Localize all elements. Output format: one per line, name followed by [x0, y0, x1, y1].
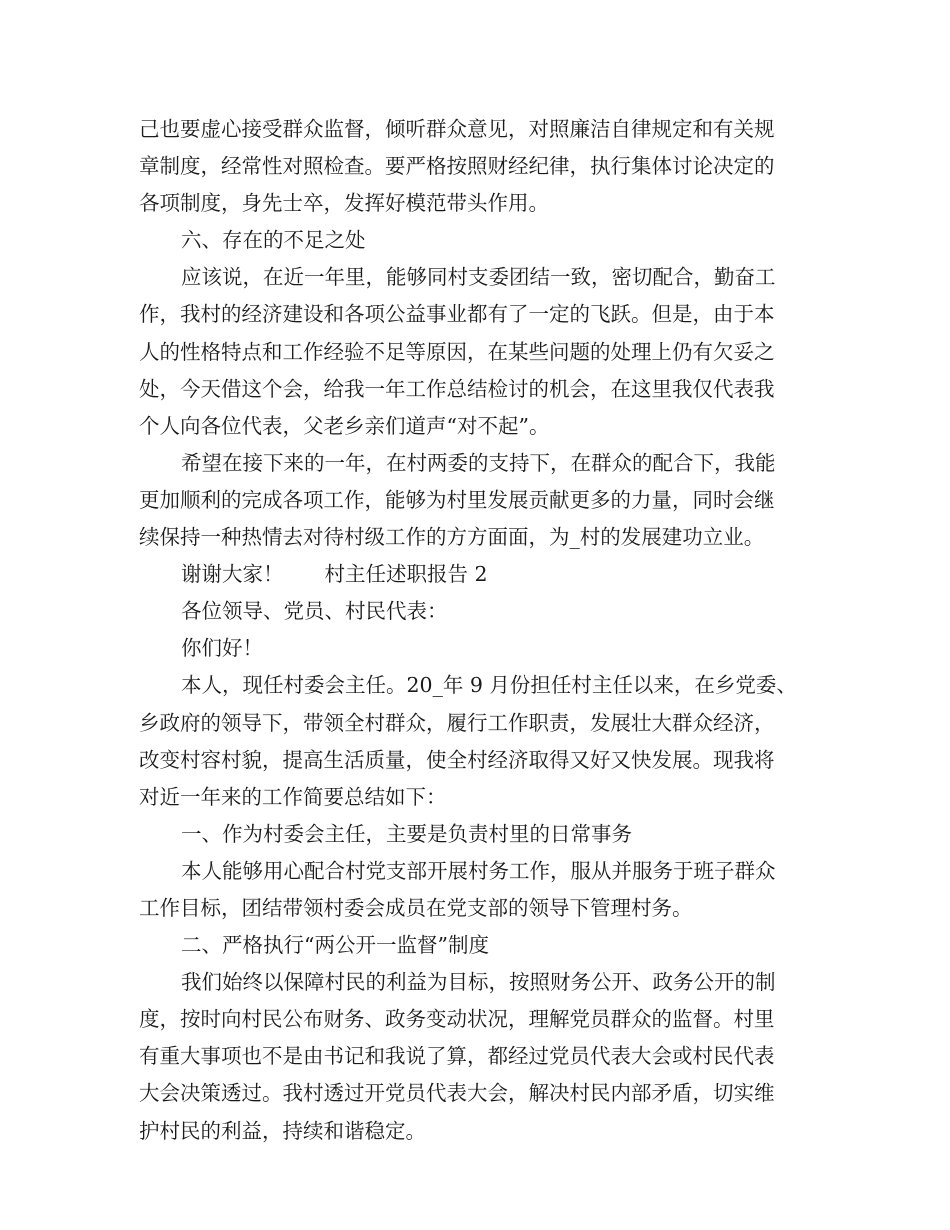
text-line: 个人向各位代表，父老乡亲们道声“对不起”。 — [139, 413, 550, 438]
text-line: 己也要虚心接受群众监督，倾听群众意见，对照廉洁自律规定和有关规 — [139, 117, 775, 141]
text-line: 改变村容村貌，提高生活质量，使全村经济取得又好又快发展。现我将 — [139, 747, 775, 772]
section-heading: 二、严格执行“两公开一监督”制度 — [181, 933, 489, 958]
text-line: 应该说，在近一年里，能够同村支委团结一致，密切配合，勤奋工 — [181, 265, 776, 290]
document-body — [139, 111, 819, 1150]
text-line: 章制度，经常性对照检查。要严格按照财经纪律，执行集体讨论决定的 — [139, 154, 775, 179]
text-line: 有重大事项也不是由书记和我说了算，都经过党员代表大会或村民代表 — [139, 1044, 775, 1069]
text-line: 本人，现任村委会主任。20_年 9 月份担任村主任以来，在乡党委、 — [181, 673, 797, 698]
text-line: 处，今天借这个会，给我一年工作总结检讨的机会，在这里我仅代表我 — [139, 376, 775, 401]
text-line: 续保持一种热情去对待村级工作的方方面面，为_村的发展建功立业。 — [139, 525, 765, 550]
text-line: 我们始终以保障村民的利益为目标，按照财务公开、政务公开的制 — [181, 970, 776, 995]
greeting: 你们好！ — [181, 636, 263, 661]
text-line: 各项制度，身先士卒，发挥好模范带头作用。 — [139, 191, 549, 216]
text-line: 作，我村的经济建设和各项公益事业都有了一定的飞跃。但是，由于本 — [139, 302, 775, 327]
salutation: 各位领导、党员、村民代表： — [181, 599, 448, 624]
text-line: 希望在接下来的一年，在村两委的支持下，在群众的配合下，我能 — [181, 450, 776, 475]
text-line: 更加顺利的完成各项工作，能够为村里发展贡献更多的力量，同时会继 — [139, 487, 775, 512]
text-line: 护村民的利益，持续和谐稳定。 — [139, 1118, 426, 1143]
text-line: 本人能够用心配合村党支部开展村务工作，服从并服务于班子群众 — [181, 858, 776, 883]
text-line: 大会决策透过。我村透过开党员代表大会，解决村民内部矛盾，切实维 — [139, 1081, 775, 1106]
text-line: 工作目标，团结带领村委会成员在党支部的领导下管理村务。 — [139, 895, 693, 920]
section-heading: 六、存在的不足之处 — [181, 228, 366, 253]
report-title-line: 谢谢大家！ 村主任述职报告 2 — [181, 562, 488, 587]
text-line: 乡政府的领导下，带领全村群众，履行工作职责，发展壮大群众经济， — [139, 710, 775, 735]
text-line: 人的性格特点和工作经验不足等原因，在某些问题的处理上仍有欠妥之 — [139, 339, 775, 364]
text-line: 度，按时向村民公布财务、政务变动状况，理解党员群众的监督。村里 — [139, 1007, 775, 1032]
text-line: 对近一年来的工作简要总结如下： — [139, 784, 447, 809]
section-heading: 一、作为村委会主任，主要是负责村里的日常事务 — [181, 821, 632, 846]
